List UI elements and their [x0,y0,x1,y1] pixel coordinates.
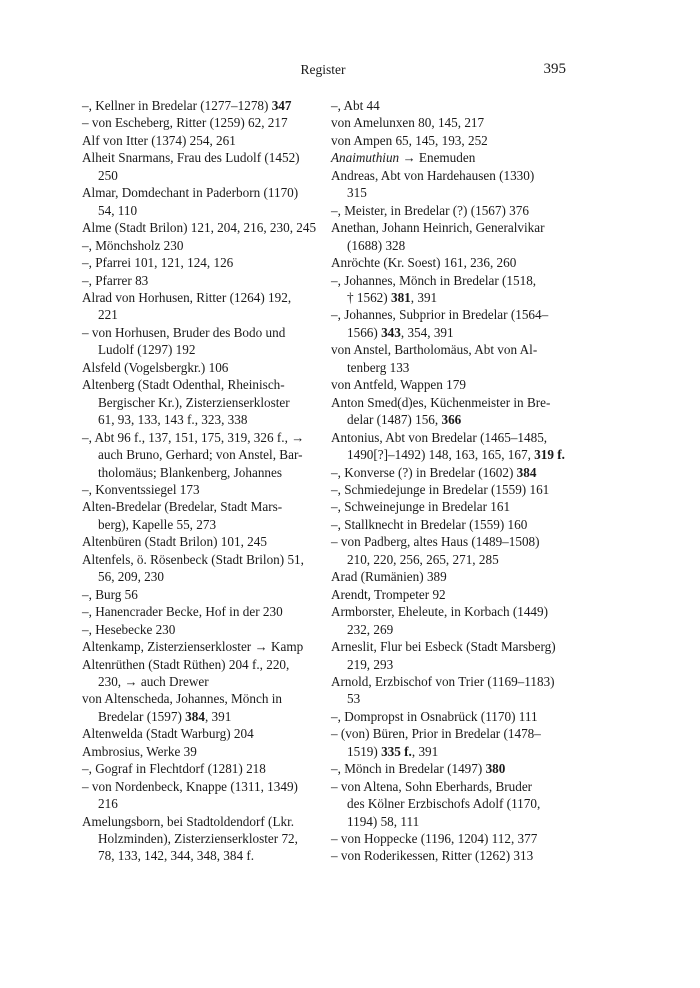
entry-text: Altenfels, ö. Rösenbeck (Stadt Brilon) 51, [82,551,304,567]
index-line [82,568,315,585]
index-entry [331,411,567,428]
index-line [82,446,315,463]
entry-text: –, Abt 96 f., 137, 151, 175, 319, 326 f., → [82,429,305,445]
entry-text: , 391 [204,708,232,724]
index-line [331,446,567,463]
index-line [82,725,315,742]
entry-text: –, Abt 44 [331,98,380,113]
entry-text: Alrad von Horhusen, Ritter (1264) 192, [82,289,292,305]
index-line [331,638,567,655]
index-entry [82,516,315,533]
entry-text: 53 [347,691,361,707]
index-entry [331,132,567,149]
entry-text: Arnold, Erzbischof von Trier (1169–1183) [331,673,555,689]
index-entry [331,446,567,463]
entry-text: – von Padberg, altes Haus (1489–1508) [331,534,540,550]
index-line [331,586,567,603]
entry-text: tholomäus; Blankenberg, Johannes [98,464,282,480]
index-entry [82,446,315,463]
entry-text: 216 [98,796,118,812]
index-entry [82,324,315,341]
index-line [82,498,315,515]
index-entry [82,795,315,812]
entry-text: Arad (Rumänien) 389 [331,569,447,585]
index-line [331,760,567,777]
index-line [331,202,567,219]
page-ref-bold: 384 [185,708,205,724]
index-line [82,743,315,760]
index-entry [331,184,567,201]
entry-text: –, Mönch in Bredelar (1497) [331,761,486,777]
index-line [331,97,567,114]
index-line [82,184,315,201]
entry-text: – von Altena, Sohn Eberhards, Bruder [331,778,533,794]
entry-text: Arendt, Trompeter 92 [331,586,446,602]
index-line [331,341,567,358]
index-entry [82,813,315,830]
index-entry [331,551,567,568]
index-entry [331,237,567,254]
index-line [331,272,567,289]
entry-text: Anton Smed(d)es, Küchenmeister in Bre- [331,394,551,410]
entry-text: Almar, Domdechant in Paderborn (1170) [82,185,299,201]
index-entry [331,533,567,550]
entry-text: –, Mönchsholz 230 [82,237,184,253]
index-entry [82,847,315,864]
entry-text: Altenrüthen (Stadt Rüthen) 204 f., 220, [82,656,290,672]
index-entry [331,464,567,481]
index-entry [82,586,315,603]
index-line [82,324,315,341]
index-line [82,254,315,271]
index-entry [331,760,567,777]
index-line [82,359,315,376]
entry-text: (1688) 328 [347,237,406,253]
entry-text: von Amelunxen 80, 145, 217 [331,115,485,131]
index-line [82,533,315,550]
index-line [331,237,567,254]
index-entry [82,725,315,742]
entry-text: – von Roderikessen, Ritter (1262) 313 [331,848,534,864]
entry-text: von Anstel, Bartholomäus, Abt von Al- [331,342,538,358]
index-entry [82,376,315,393]
index-entry [331,516,567,533]
index-line [82,202,315,219]
index-line [331,708,567,725]
index-entry [82,760,315,777]
entry-text: 232, 269 [347,621,394,637]
entry-text: 56, 209, 230 [98,569,164,585]
index-line [82,132,315,149]
index-line [82,394,315,411]
index-entry [331,149,567,166]
entry-text: von Ampen 65, 145, 193, 252 [331,132,488,148]
entry-text: , 391 [410,289,438,305]
entry-text: des Kölner Erzbischofs Adolf (1170, [347,796,541,812]
index-line [82,690,315,707]
index-line [331,167,567,184]
entry-text: 250 [98,167,118,183]
index-entry [82,254,315,271]
page-ref-bold: 366 [441,412,462,428]
index-line [331,551,567,568]
index-line [331,376,567,393]
index-entry [82,568,315,585]
index-line [82,481,315,498]
entry-text: delar (1487) 156, [347,412,442,428]
entry-text: –, Gograf in Flechtdorf (1281) 218 [82,761,266,777]
index-entry [331,219,567,236]
entry-text: –, Konventssiegel 173 [82,481,200,497]
index-entry [82,743,315,760]
entry-text: – von Hoppecke (1196, 1204) 112, 377 [331,831,538,847]
entry-text: Armborster, Eheleute, in Korbach (1449) [331,604,548,620]
index-line [82,778,315,795]
index-line [331,254,567,271]
page-ref-bold: 384 [516,464,537,480]
index-line [82,306,315,323]
index-entry [331,638,567,655]
entry-text: , 354, 391 [400,324,454,340]
index-line [82,464,315,481]
index-line [331,429,567,446]
index-line [82,272,315,289]
index-line [82,219,315,236]
index-entry [82,359,315,376]
index-line [82,586,315,603]
entry-text: –, Kellner in Bredelar (1277–1278) [82,98,272,113]
index-entry [82,237,315,254]
index-entry [331,847,567,864]
index-entry [82,289,315,306]
index-entry [82,481,315,498]
entry-text: – von Nordenbeck, Knappe (1311, 1349) [82,778,298,794]
index-line [331,306,567,323]
entry-text: Alten-Bredelar (Bredelar, Stadt Mars- [82,499,283,515]
index-line [82,760,315,777]
index-line [331,847,567,864]
index-entry [82,219,315,236]
entry-text: 1519) [347,743,382,759]
index-entry [331,725,567,742]
index-entry [331,673,567,690]
index-column-right [331,97,567,865]
index-entry [331,394,567,411]
entry-text: auch Bruno, Gerhard; von Anstel, Bar- [98,447,303,463]
index-entry [331,306,567,323]
index-line [331,114,567,131]
index-entry [331,359,567,376]
index-line [331,830,567,847]
entry-text: † 1562) [347,289,391,305]
index-line [82,656,315,673]
entry-text: – von Horhusen, Bruder des Bodo und [82,324,286,340]
page-ref-bold: 347 [271,98,292,113]
index-entry [82,830,315,847]
index-entry [82,621,315,638]
index-line [331,132,567,149]
running-head-title: Register [300,62,346,77]
entry-text: –, Schmiedejunge in Bredelar (1559) 161 [331,481,550,497]
index-entry [331,830,567,847]
index-entry [331,690,567,707]
index-entry [82,114,315,131]
index-line [82,621,315,638]
index-entry [331,341,567,358]
index-column-left [82,97,315,865]
index-line [82,289,315,306]
entry-text: –, Hanencrader Becke, Hof in der 230 [82,604,283,620]
entry-text: 221 [98,307,118,323]
index-entry [331,114,567,131]
entry-text: Bergischer Kr.), Zisterzienserkloster [98,394,290,410]
index-entry [82,464,315,481]
index-entry [82,306,315,323]
index-line [331,481,567,498]
index-entry [82,673,315,690]
index-entry [331,167,567,184]
entry-text: Ambrosius, Werke 39 [82,743,197,759]
index-entry [82,708,315,725]
index-entry [82,202,315,219]
entry-text: Andreas, Abt von Hardehausen (1330) [331,167,535,183]
index-line [331,289,567,306]
index-entry [331,656,567,673]
index-line [331,394,567,411]
index-line [331,516,567,533]
entry-text: 61, 93, 133, 143 f., 323, 338 [98,412,248,428]
entry-text: 315 [347,185,367,201]
index-entry [82,184,315,201]
entry-text: Ludolf (1297) 192 [98,342,196,358]
index-line [331,149,567,166]
index-entry [82,638,315,655]
entry-text: 219, 293 [347,656,394,672]
index-line [331,498,567,515]
index-entry [82,690,315,707]
entry-text: tenberg 133 [347,359,410,375]
entry-text: – (von) Büren, Prior in Bredelar (1478– [331,726,541,742]
entry-text: –, Pfarrer 83 [82,272,149,288]
index-entry [331,272,567,289]
entry-text: 210, 220, 256, 265, 271, 285 [347,551,499,567]
index-line [331,324,567,341]
index-line [82,97,315,114]
entry-text: Alsfeld (Vogelsbergkr.) 106 [82,359,229,375]
index-line [82,237,315,254]
index-entry [82,167,315,184]
entry-text: –, Hesebecke 230 [82,621,176,637]
entry-text: Bredelar (1597) [98,708,186,724]
entry-text: –, Dompropst in Osnabrück (1170) 111 [331,708,538,724]
index-line [82,847,315,864]
term-italic: Anaimuthiun [331,150,400,166]
entry-text: 78, 133, 142, 344, 348, 384 f. [98,848,255,864]
index-entry [331,481,567,498]
index-entry [331,795,567,812]
entry-text: 1490[?]–1492) 148, 163, 165, 167, [347,447,535,463]
page-ref-bold: 343 [381,324,401,340]
index-entry [331,568,567,585]
index-entry [82,97,315,114]
index-line [331,568,567,585]
page-ref-bold: 319 f. [534,447,565,463]
index-entry [331,254,567,271]
index-entry [82,394,315,411]
entry-text: –, Meister, in Bredelar (?) (1567) 376 [331,202,529,218]
entry-text: –, Stallknecht in Bredelar (1559) 160 [331,516,528,532]
page-ref-bold: 335 f. [381,743,412,759]
index-line [82,830,315,847]
index-entry [82,411,315,428]
index-line [331,219,567,236]
index-entry [82,778,315,795]
index-line [331,743,567,760]
entry-text: Altenkamp, Zisterzienserkloster → Kamp [82,639,304,655]
index-entry [331,498,567,515]
entry-text: von Antfeld, Wappen 179 [331,377,466,393]
index-entry [82,656,315,673]
entry-text: berg), Kapelle 55, 273 [98,516,217,532]
entry-text: Alheit Snarmans, Frau des Ludolf (1452) [82,150,300,166]
index-line [82,167,315,184]
entry-text: 1194) 58, 111 [347,813,420,829]
index-line [331,813,567,830]
index-entry [82,149,315,166]
index-entry [331,376,567,393]
entry-text: –, Schweinejunge in Bredelar 161 [331,499,511,515]
entry-text: Anethan, Johann Heinrich, Generalvikar [331,220,545,236]
entry-text: → Enemuden [399,150,476,166]
index-entry [331,586,567,603]
index-line [82,149,315,166]
index-entry [82,132,315,149]
index-entry [331,708,567,725]
index-entry [331,97,567,114]
index-entry [82,533,315,550]
index-line [331,673,567,690]
index-entry [331,324,567,341]
index-entry [331,603,567,620]
page-ref-bold: 381 [390,289,411,305]
entry-text: 230, → auch Drewer [98,673,209,689]
entry-text: Amelungsborn, bei Stadtoldendorf (Lkr. [82,813,295,829]
index-line [82,429,315,446]
entry-text: –, Konverse (?) in Bredelar (1602) [331,464,517,480]
index-line [82,795,315,812]
entry-text: Anröchte (Kr. Soest) 161, 236, 260 [331,255,517,271]
running-head [0,62,700,84]
page-number: 395 [543,61,566,77]
index-line [331,533,567,550]
index-line [82,708,315,725]
index-line [82,638,315,655]
index-line [331,464,567,481]
entry-text: Arneslit, Flur bei Esbeck (Stadt Marsberg) [331,639,556,655]
index-line [82,551,315,568]
index-entry [82,603,315,620]
index-entry [82,341,315,358]
entry-text: Altenbüren (Stadt Brilon) 101, 245 [82,534,267,550]
index-line [82,376,315,393]
index-entry [331,202,567,219]
index-line [82,411,315,428]
index-line [82,813,315,830]
entry-text: von Altenscheda, Johannes, Mönch in [82,691,282,707]
entry-text: –, Pfarrei 101, 121, 124, 126 [82,255,234,271]
index-line [331,603,567,620]
entry-text: Altenwelda (Stadt Warburg) 204 [82,726,254,742]
entry-text: Antonius, Abt von Bredelar (1465–1485, [331,429,548,445]
entry-text: –, Burg 56 [82,586,138,602]
entry-text: – von Escheberg, Ritter (1259) 62, 217 [82,115,288,131]
index-line [82,341,315,358]
entry-text: Holzminden), Zisterzienserkloster 72, [98,831,298,847]
index-entry [331,621,567,638]
index-entry [331,429,567,446]
index-line [331,621,567,638]
index-line [82,603,315,620]
entry-text: Altenberg (Stadt Odenthal, Rheinisch- [82,377,285,393]
index-entry [331,289,567,306]
index-line [331,725,567,742]
index-line [331,656,567,673]
entry-text: Alme (Stadt Brilon) 121, 204, 216, 230, 245 [82,220,317,236]
index-line [331,411,567,428]
entry-text: 54, 110 [98,202,138,218]
index-entry [331,778,567,795]
index-line [82,516,315,533]
page-ref-bold: 380 [485,761,506,777]
entry-text: 1566) [347,324,382,340]
index-entry [82,498,315,515]
index-entry [331,813,567,830]
entry-text: –, Johannes, Mönch in Bredelar (1518, [331,272,537,288]
index-entry [82,551,315,568]
entry-text: , 391 [411,743,439,759]
index-entry [331,743,567,760]
entry-text: –, Johannes, Subprior in Bredelar (1564– [331,307,549,323]
index-entry [82,272,315,289]
index-line [331,795,567,812]
index-line [331,690,567,707]
entry-text: Alf von Itter (1374) 254, 261 [82,132,236,148]
index-line [331,184,567,201]
index-line [82,114,315,131]
index-entry [82,429,315,446]
index-line [331,778,567,795]
index-line [82,673,315,690]
index-line [331,359,567,376]
